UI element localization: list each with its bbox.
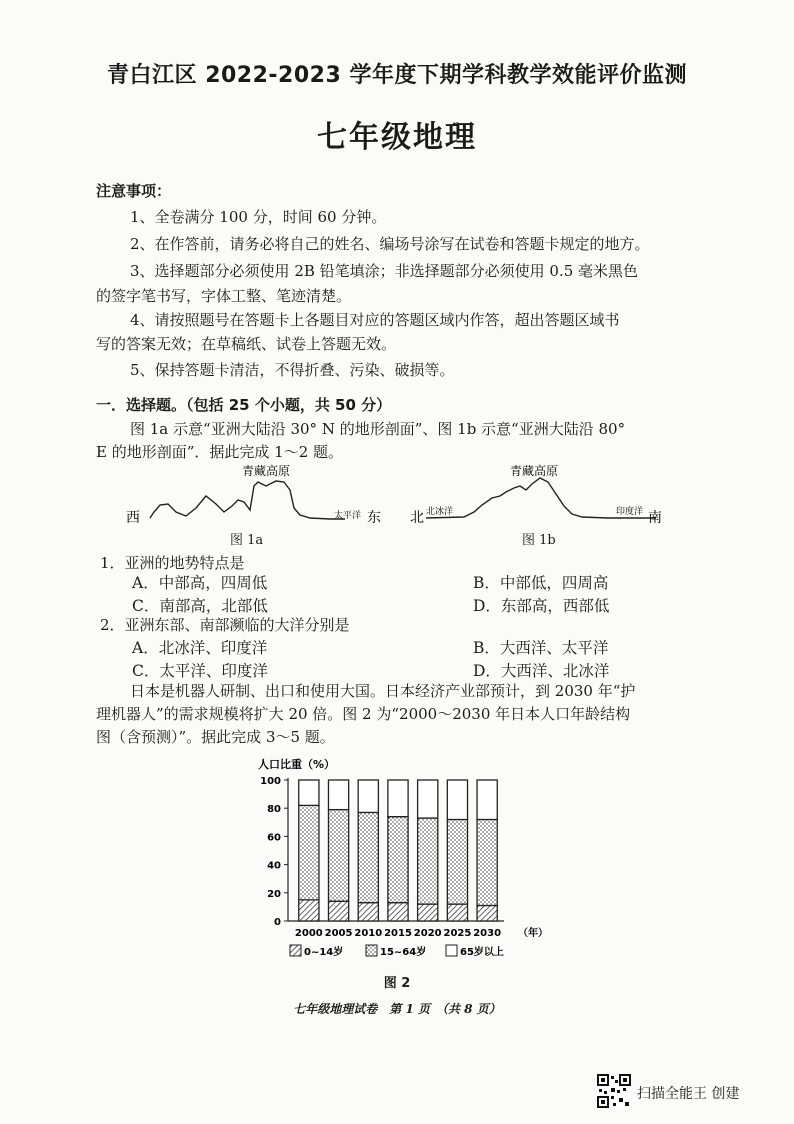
question-2-option-d: D．大西洋、北冰洋 [473, 662, 610, 680]
notice-line: 写的答案无效；在草稿纸、试卷上答题无效。 [96, 335, 397, 353]
chart-bar-segment [477, 905, 497, 921]
chart-bar-segment [477, 819, 497, 905]
chart-bar-segment [328, 810, 348, 902]
figure-1a-profile [120, 460, 390, 530]
figure-1a-caption: 图 1a [230, 533, 264, 548]
legend-label: 15~64岁 [380, 947, 427, 958]
chart-bar-segment [447, 780, 467, 819]
notice-line: 的签字笔书写，字体工整、笔迹清楚。 [96, 287, 352, 305]
legend-label: 65岁以上 [460, 947, 504, 958]
question-2-option-c: C．太平洋、印度洋 [132, 662, 268, 680]
chart-y-tick-label: 40 [267, 860, 281, 872]
chart-x-tick-label: 2025 [443, 928, 472, 939]
chart-x-tick-label: 2005 [324, 928, 353, 939]
notice-line: 2、在作答前，请务必将自己的姓名、编场号涂写在试卷和答题卡规定的地方。 [130, 235, 650, 253]
section-intro-line: 图 1a 示意“亚洲大陆沿 30° N 的地形剖面”、图 1b 示意“亚洲大陆沿 80° [130, 420, 626, 438]
fig1b-ocean-left-label: 北冰洋 [426, 507, 454, 517]
chart-legend [290, 945, 504, 958]
fig1a-east-label: 东 [367, 510, 381, 526]
chart-bar-segment [299, 900, 319, 921]
section-intro-line: E 的地形剖面”．据此完成 1～2 题。 [96, 443, 344, 461]
fig1a-west-label: 西 [126, 510, 140, 526]
chart-bar-segment [388, 817, 408, 903]
figure-1b-caption: 图 1b [522, 533, 556, 548]
chart-y-tick-label: 100 [260, 776, 281, 787]
question-2-option-b: B．大西洋、太平洋 [473, 639, 609, 657]
exam-title: 青白江区 2022-2023 学年度下期学科教学效能评价监测 [107, 63, 687, 88]
legend-swatch-65-plus [446, 945, 457, 956]
fig1a-ocean-label: 太平洋 [334, 511, 362, 521]
chart-bar-segment [388, 903, 408, 921]
question-2-option-a: A．北冰洋、印度洋 [132, 639, 268, 657]
chart-bar-segment [418, 780, 438, 818]
question-1-option-a: A．中部高，四周低 [132, 574, 268, 592]
page-footer: 七年级地理试卷 第 1 页 （共 8 页） [293, 1002, 501, 1016]
chart-bar-segment [299, 805, 319, 899]
chart-bar-segment [328, 901, 348, 921]
fig1b-north-label: 北 [410, 510, 424, 526]
question-2-stem: 2．亚洲东部、南部濒临的大洋分别是 [100, 616, 350, 634]
chart-bar-segment [388, 780, 408, 817]
legend-swatch-0-14 [290, 945, 301, 956]
fig1b-peak-label: 青藏高原 [510, 464, 559, 478]
chart-bar-segment [418, 818, 438, 904]
passage-line: 日本是机器人研制、出口和使用大国。日本经济产业部预计，到 2030 年“护 [130, 682, 636, 700]
chart-bar-segment [299, 780, 319, 805]
chart-bar-segment [447, 819, 467, 904]
notice-line: 4、请按照题号在答题卡上各题目对应的答题区域内作答，超出答题区域书 [130, 311, 620, 329]
chart-y-tick-label: 0 [274, 917, 281, 928]
chart-bar-segment [477, 780, 497, 819]
passage-line: 理机器人”的需求规模将扩大 20 倍。图 2 为“2000～2030 年日本人口年龄结构 [96, 705, 631, 723]
notice-heading: 注意事项： [96, 182, 172, 200]
question-1-option-b: B．中部低，四周高 [473, 574, 609, 592]
chart-bar-segment [358, 780, 378, 812]
chart-bar-segment [447, 904, 467, 921]
section-heading: 一．选择题。（包括 25 个小题，共 50 分） [96, 396, 392, 414]
fig1b-south-label: 南 [648, 510, 662, 526]
chart-bar-segment [358, 812, 378, 902]
question-1-option-c: C．南部高，北部低 [132, 597, 268, 615]
chart-x-tick-label: 2030 [473, 928, 502, 939]
fig1a-peak-label: 青藏高原 [242, 464, 291, 478]
figure-2-caption: 图 2 [383, 976, 411, 991]
chart-bar-segment [418, 904, 438, 921]
figure-1b-profile [408, 460, 678, 530]
legend-label: 0~14岁 [304, 947, 344, 958]
chart-x-tick-label: 2000 [294, 928, 323, 939]
figure-2-population-chart [250, 755, 550, 975]
notice-line: 1、全卷满分 100 分，时间 60 分钟。 [130, 208, 387, 226]
chart-y-tick-label: 60 [267, 832, 281, 844]
chart-ylabel: 人口比重（%） [258, 758, 336, 771]
question-1-stem: 1．亚洲的地势特点是 [100, 554, 245, 572]
chart-bar-segment [358, 903, 378, 921]
chart-x-tick-label: 2010 [354, 928, 383, 939]
exam-subject-title: 七年级地理 [317, 120, 477, 155]
fig1b-ocean-right-label: 印度洋 [616, 507, 644, 517]
notice-line: 5、保持答题卡清洁，不得折叠、污染、破损等。 [130, 361, 455, 379]
notice-line: 3、选择题部分必须使用 2B 铅笔填涂；非选择题部分必须使用 0.5 毫米黑色 [130, 262, 639, 280]
chart-y-tick-label: 80 [267, 804, 281, 816]
chart-y-tick-label: 20 [267, 888, 281, 900]
legend-swatch-15-64 [366, 945, 377, 956]
chart-x-tick-label: 2015 [384, 928, 412, 939]
scanner-watermark: 扫描全能王 创建 [637, 1086, 740, 1102]
chart-bar-segment [328, 780, 348, 810]
qr-code-icon [597, 1074, 631, 1108]
chart-xlabel: （年） [518, 928, 548, 939]
question-1-option-d: D．东部高，西部低 [473, 597, 610, 615]
passage-line: 图（含预测）”。据此完成 3～5 题。 [96, 728, 335, 746]
chart-x-tick-label: 2020 [413, 928, 442, 939]
